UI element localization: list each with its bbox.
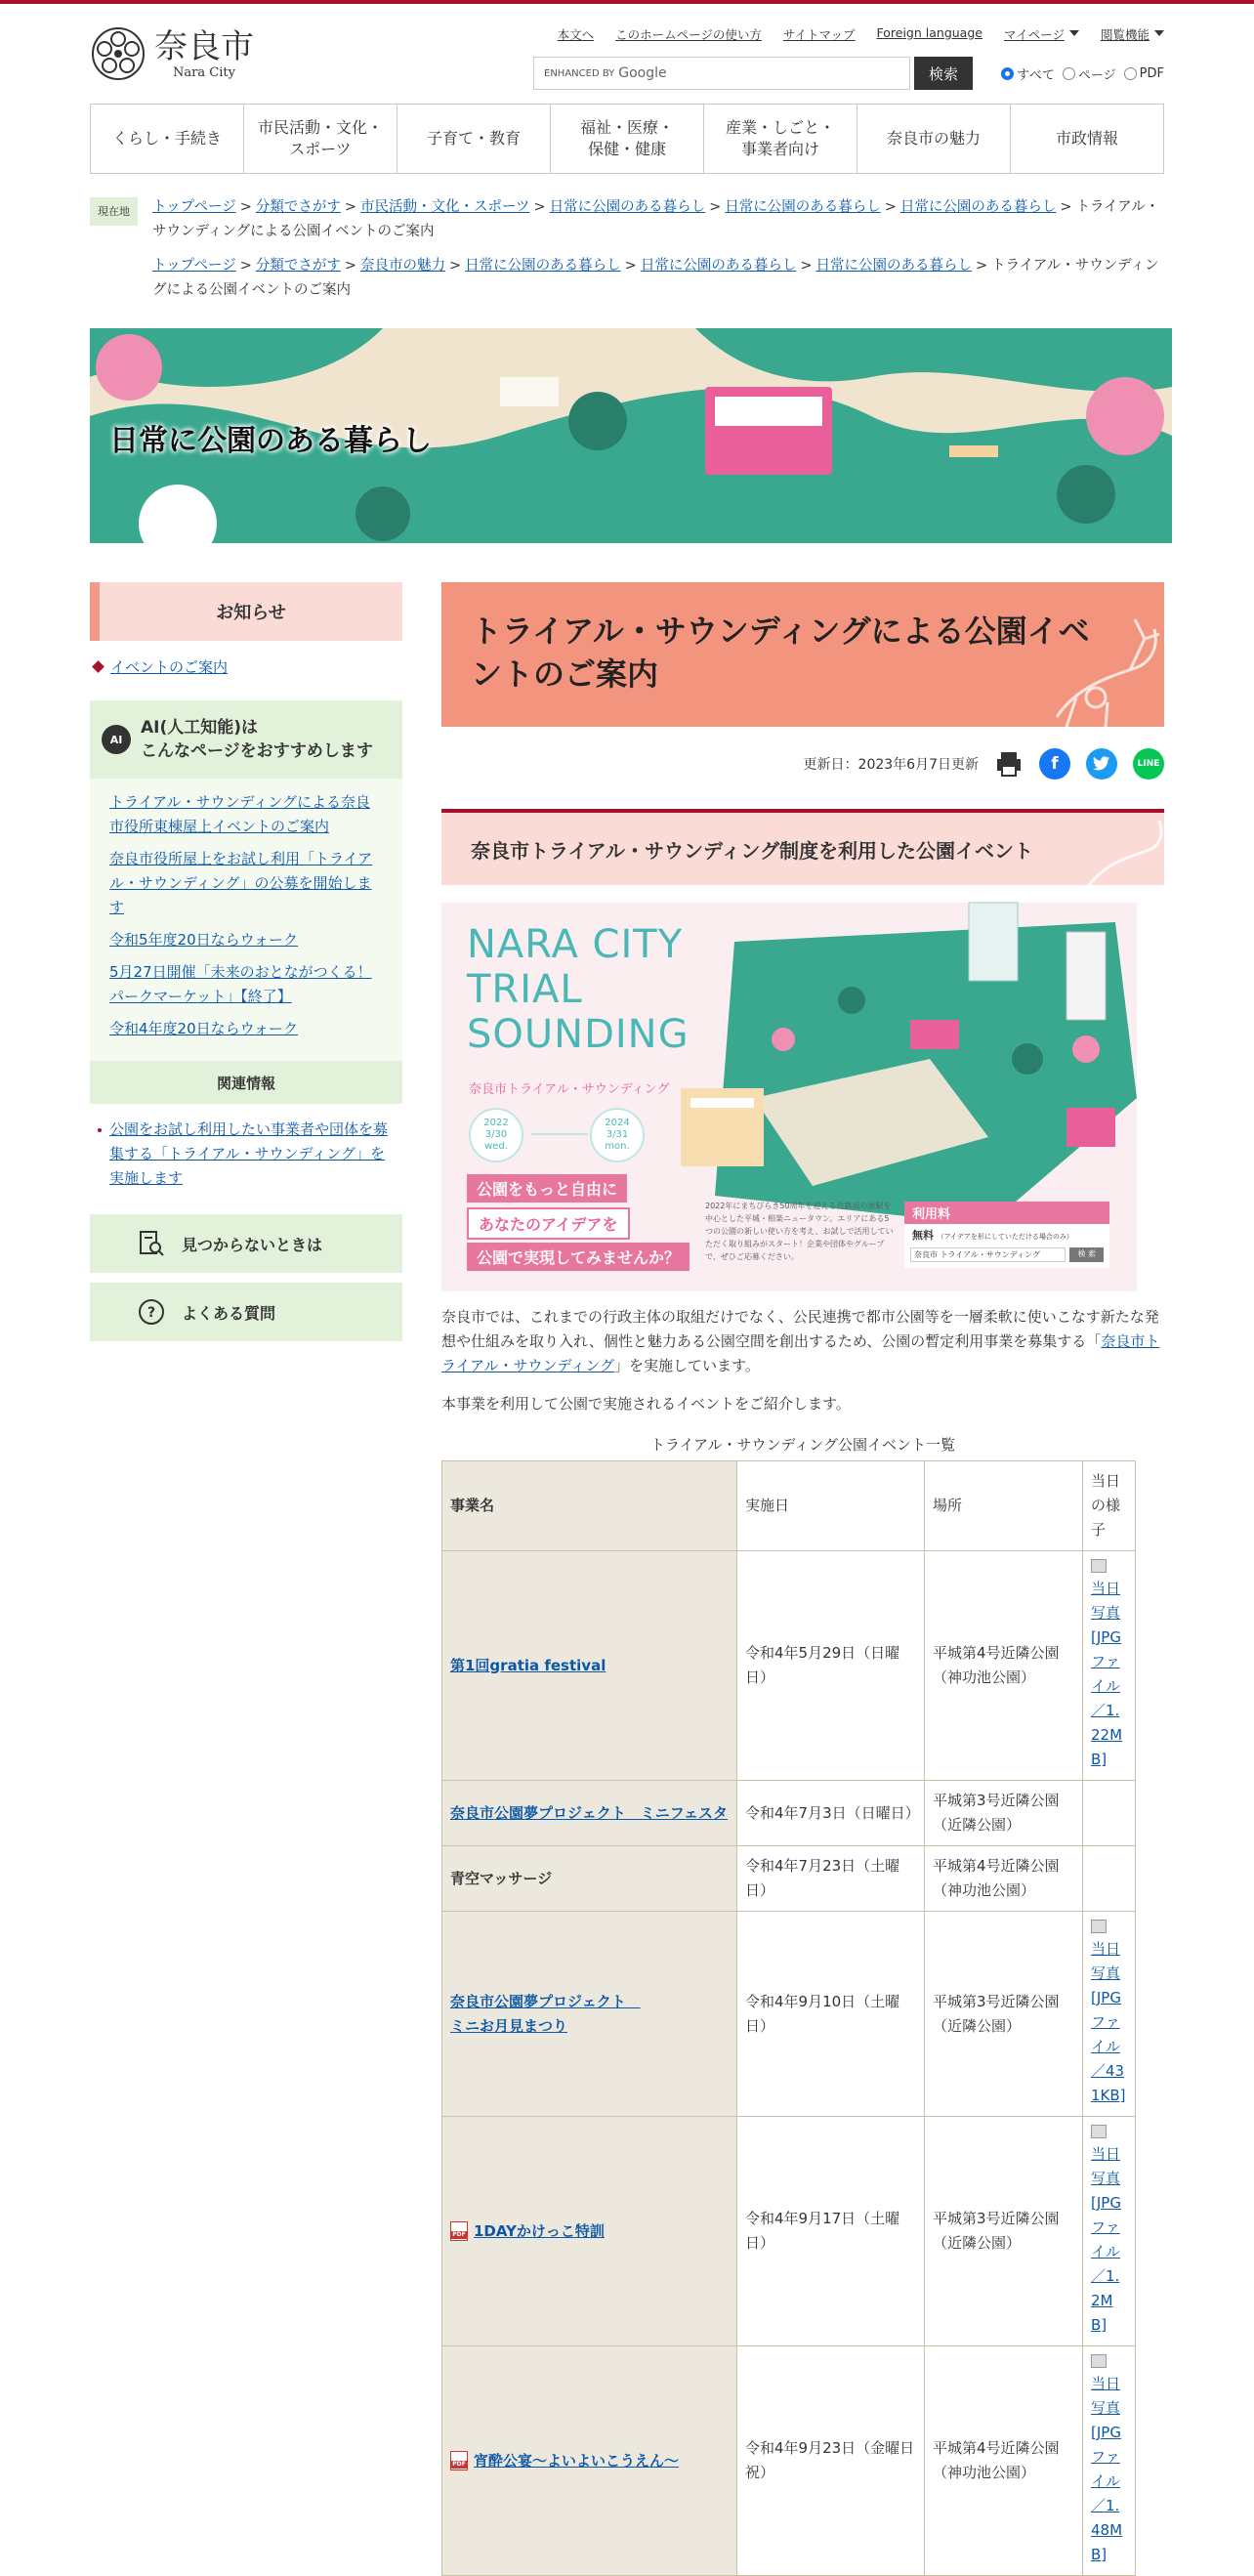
event-name-cell (442, 2346, 737, 2576)
banner-title-line: TRIAL (467, 967, 583, 1012)
scope-pdf-label: PDF (1139, 66, 1164, 81)
banner-end-date: 2024 3/31 mon. (590, 1108, 645, 1162)
table-header-row (442, 1461, 1136, 1551)
sidebar-event-item (90, 656, 402, 677)
image-icon (1091, 1920, 1107, 1933)
banner-fee-box (904, 1202, 1109, 1268)
table-row (442, 1781, 1136, 1846)
hero-banner (90, 328, 1172, 543)
page-title-block (441, 582, 1164, 727)
date-month: 3 (606, 1129, 613, 1140)
event-link[interactable]: 第1回gratia festival (450, 1656, 606, 1674)
breadcrumb-link[interactable]: 日常に公園のある暮らし (899, 199, 1057, 215)
date-year: 2024 (605, 1118, 630, 1128)
event-link[interactable]: 奈良市公園夢プロジェクト ミニフェスタ (450, 1803, 728, 1822)
diamond-bullet-icon (92, 660, 104, 673)
gnav-item-government[interactable]: 市政情報 (1010, 105, 1163, 173)
site-header (0, 4, 1254, 102)
breadcrumb (90, 195, 1164, 303)
not-found-button[interactable] (90, 1214, 402, 1273)
skip-to-content-link[interactable]: 本文へ (557, 27, 595, 42)
event-date: 令和4年9月10日（土曜日） (737, 1912, 925, 2117)
date-weekday: wed. (484, 1141, 508, 1152)
photo-cell (1083, 2117, 1136, 2346)
banner-title-line: SOUNDING (467, 1012, 690, 1057)
banner-search-text: 奈良市 トライアル・サウンディング (910, 1247, 1066, 1262)
scope-page-radio[interactable] (1063, 64, 1116, 83)
site-search (533, 57, 973, 90)
banner-subtitle: 奈良市トライアル・サウンディング (469, 1082, 670, 1097)
ai-recommend-link[interactable]: 5月27日開催「未来のおとながつくる！パークマーケット」【終了】 (109, 963, 372, 1005)
facebook-share-icon[interactable]: f (1039, 748, 1070, 780)
search-branding-prefix: ENHANCED BY (544, 67, 615, 79)
section-heading-text: 奈良市トライアル・サウンディング制度を利用した公園イベント (471, 838, 1033, 863)
photo-link[interactable]: 当日写真[JPGファイル／1.48MB] (1091, 2375, 1123, 2563)
ai-recommend-heading (90, 700, 402, 779)
fee-note: （アイデアを形にしていただける場合のみ） (937, 1233, 1073, 1241)
breadcrumb-link[interactable]: 日常に公園のある暮らし (640, 258, 797, 274)
photo-cell (1083, 1912, 1136, 2117)
radio-indicator (1063, 67, 1075, 80)
event-name-cell (442, 1551, 737, 1781)
breadcrumb-link[interactable]: 分類でさがす (255, 199, 341, 215)
ai-recommend-link[interactable]: 令和5年度20日ならウォーク (109, 931, 299, 949)
trial-sounding-link[interactable]: 奈良市トライアル・サウンディング (441, 1332, 1160, 1374)
table-row (442, 2346, 1136, 2576)
ai-recommend-list (90, 779, 402, 1061)
page-title: トライアル・サウンディングによる公園イベントのご案内 (471, 612, 1090, 693)
date-month: 3 (484, 1129, 492, 1140)
event-place: 平城第3号近隣公園（近隣公園） (925, 1781, 1083, 1846)
main-content (441, 582, 1164, 2576)
banner-start-date: 2022 3/30 wed. (469, 1108, 523, 1162)
breadcrumb-link[interactable]: 日常に公園のある暮らし (465, 258, 621, 274)
event-date: 令和4年7月3日（日曜日） (737, 1781, 925, 1846)
banner-search-button: 検 索 (1069, 1247, 1104, 1262)
sidebar-notice-heading: お知らせ (90, 582, 402, 641)
breadcrumb-current-tag: 現在地 (90, 197, 138, 226)
events-table (441, 1460, 1136, 2576)
twitter-share-icon[interactable] (1086, 748, 1117, 780)
date-year: 2022 (483, 1118, 509, 1128)
event-pdf-link[interactable]: 宵酔公宴～よいよいこうえん～ (474, 2451, 680, 2470)
breadcrumb-link[interactable]: トップページ (152, 199, 236, 215)
date-weekday: mon. (605, 1141, 630, 1152)
scope-all-radio[interactable] (1001, 64, 1055, 83)
event-name-cell (442, 1912, 737, 2117)
foreign-language-link[interactable]: Foreign language (876, 25, 982, 40)
table-row (442, 1551, 1136, 1781)
breadcrumb-link[interactable]: 日常に公園のある暮らし (549, 199, 706, 215)
radio-selected-indicator (1001, 67, 1014, 80)
search-document-icon (137, 1229, 166, 1258)
banner-title (467, 922, 690, 1057)
event-info-link[interactable]: イベントのご案内 (110, 658, 229, 676)
date-range-arrow (531, 1133, 588, 1135)
banner-pill: あなたのアイデアを (467, 1207, 630, 1240)
intro-text: 奈良市では、これまでの行政主体の取組だけでなく、公民連携で都市公園等を一層柔軟に使いこなす新たな発想や仕組みを取り入れ、個性と魅力ある公園空間を創出するため、公園の暫定利用事業を募集する「 (441, 1308, 1159, 1350)
not-found-label: 見つからないときは (182, 1235, 323, 1254)
event-place: 平城第4号近隣公園（神功池公園） (925, 1551, 1083, 1781)
banner-pill: 公園で実現してみませんか？ (467, 1243, 690, 1271)
breadcrumb-link[interactable]: 分類でさがす (255, 258, 341, 274)
related-info-link[interactable]: 公園をお試し利用したい事業者や団体を募集する「トライアル・サウンディング」を実施します (109, 1120, 389, 1187)
gnav-item-attractions[interactable]: 奈良市の魅力 (857, 105, 1010, 173)
search-input[interactable] (533, 57, 910, 90)
date-day: 30 (494, 1129, 508, 1140)
scope-page-label: ページ (1077, 68, 1116, 83)
breadcrumb-trail-2: トップページ > 分類でさがす > 奈良市の魅力 > 日常に公園のある暮らし > 日常に公園のある暮らし > 日常に公園のある暮らし > トライアル・サウンディングによる公園イベントのご案内 (152, 258, 1159, 298)
ai-recommend-link[interactable]: トライアル・サウンディングによる奈良市役所東棟屋上イベントのご案内 (109, 793, 371, 835)
event-place: 平城第4号近隣公園（神功池公園） (925, 2346, 1083, 2576)
related-info-heading: 関連情報 (90, 1061, 402, 1104)
pdf-icon (450, 2221, 468, 2241)
line-share-icon[interactable]: LINE (1133, 748, 1164, 780)
deer-decoration-icon (1076, 813, 1164, 889)
scope-pdf-radio[interactable] (1124, 66, 1164, 81)
section-heading (441, 809, 1164, 885)
site-logo[interactable] (90, 25, 254, 82)
gnav-item-childcare[interactable]: 子育て・教育 (397, 105, 550, 173)
trial-sounding-banner[interactable] (441, 903, 1137, 1291)
question-circle-icon (137, 1297, 166, 1327)
page-meta (441, 748, 1164, 780)
sitemap-link[interactable]: サイトマップ (782, 27, 856, 42)
event-name-cell: 青空マッサージ (442, 1846, 737, 1912)
col-header-name: 事業名 (442, 1461, 737, 1551)
breadcrumb-link[interactable]: トップページ (152, 258, 236, 274)
breadcrumb-current: トライアル・サウンディングによる公園イベントのご案内 (152, 199, 1160, 239)
intro-paragraph (441, 1305, 1164, 1378)
photo-link[interactable]: 当日写真[JPGファイル／1.2MB] (1091, 2145, 1121, 2334)
ai-recommend-link[interactable]: 令和4年度20日ならウォーク (109, 1020, 299, 1037)
event-date: 令和4年7月23日（土曜日） (737, 1846, 925, 1912)
event-name-cell (442, 2117, 737, 2346)
ai-recommend-title: AI(人工知能)は こんなページをおすすめします (141, 718, 373, 761)
ai-speech-icon: AI (102, 725, 131, 754)
banner-title-line: NARA CITY (467, 922, 684, 967)
radio-indicator (1124, 67, 1137, 80)
banner-pill: 公園をもっと自由に (467, 1174, 627, 1203)
table-caption: トライアル・サウンディング公園イベント一覧 (649, 1436, 955, 1454)
breadcrumb-link[interactable]: 日常に公園のある暮らし (815, 258, 972, 274)
table-row (442, 2117, 1136, 2346)
gnav-item-welfare[interactable]: 福祉・医療・ 保健・健康 (550, 105, 703, 173)
city-emblem-icon (90, 25, 146, 82)
photo-link[interactable]: 当日写真[JPGファイル／1.22MB] (1091, 1580, 1123, 1768)
site-name: 奈良市 (154, 26, 254, 66)
event-date: 令和4年9月17日（土曜日） (737, 2117, 925, 2346)
event-place: 平城第4号近隣公園（神功池公園） (925, 1846, 1083, 1912)
event-place: 平城第3号近隣公園（近隣公園） (925, 2117, 1083, 2346)
col-header-date: 実施日 (737, 1461, 925, 1551)
fee-value: 無料 (912, 1229, 934, 1242)
event-pdf-link[interactable]: 1DAYかけっこ特訓 (474, 2221, 605, 2240)
breadcrumb-current: トライアル・サウンディングによる公園イベントのご案内 (152, 258, 1159, 298)
gnav-item-business[interactable]: 産業・しごと・ 事業者向け (703, 105, 857, 173)
bird-glyph-icon (1093, 756, 1110, 772)
svg-text:?: ? (146, 1305, 156, 1321)
search-branding-google: Google (618, 65, 667, 81)
pdf-icon (450, 2451, 468, 2470)
event-name-cell (442, 1781, 737, 1846)
photo-cell (1083, 1846, 1136, 1912)
global-nav (90, 104, 1164, 174)
event-date: 令和4年9月23日（金曜日祝） (737, 2346, 925, 2576)
banner-description: 2022年にまちびらき50周年を迎える近鉄高の原駅を中心とした平城・相楽ニュータウン。エリアにある5つの公園の新しい使い方を考え、お試しで活用していただく取り組みがスタート！企業や団体やグループで、ぜひご応募ください。 (705, 1202, 894, 1261)
event-place: 平城第3号近隣公園（近隣公園） (925, 1912, 1083, 2117)
event-link[interactable]: 奈良市公園夢プロジェクト ミニお月見まつり (450, 1992, 626, 2035)
site-name-en: Nara City (173, 64, 235, 80)
image-icon (1091, 2354, 1107, 2368)
date-day: 31 (615, 1129, 629, 1140)
photo-link[interactable]: 当日写真[JPGファイル／431KB] (1091, 1940, 1126, 2104)
header-links (558, 25, 1164, 43)
breadcrumb-trail-1: トップページ > 分類でさがす > 市民活動・文化・スポーツ > 日常に公園のある暮らし > 日常に公園のある暮らし > 日常に公園のある暮らし > トライアル・サウンディングによる公園イベントのご案内 (152, 199, 1160, 239)
ai-recommend-link[interactable]: 奈良市役所屋上をお試し利用「トライアル・サウンディング」の公募を開始します (109, 850, 373, 916)
search-button[interactable]: 検索 (914, 57, 973, 90)
photo-cell (1083, 1551, 1136, 1781)
photo-cell (1083, 1781, 1136, 1846)
fee-heading: 利用料 (904, 1202, 1109, 1224)
related-info-list (90, 1104, 402, 1204)
sidebar (90, 582, 402, 1341)
search-scope-radios (1001, 64, 1164, 83)
mypage-dropdown[interactable]: マイページ (1004, 25, 1079, 43)
how-to-use-link[interactable]: このホームページの使い方 (615, 27, 762, 42)
col-header-place: 場所 (925, 1461, 1083, 1551)
breadcrumb-link[interactable]: 市民活動・文化・スポーツ (360, 199, 530, 215)
intro-text: 」を実施しています。 (614, 1357, 760, 1374)
faq-label: よくある質問 (182, 1303, 276, 1323)
image-icon (1091, 1559, 1107, 1573)
gnav-item-culture[interactable]: 市民活動・文化・ スポーツ (243, 105, 397, 173)
gnav-item-life[interactable]: くらし・手続き (111, 129, 222, 148)
breadcrumb-link[interactable]: 奈良市の魅力 (360, 258, 446, 274)
table-row (442, 1912, 1136, 2117)
print-icon[interactable] (994, 749, 1024, 779)
updated-date: 更新日：2023年6月7日更新 (803, 757, 979, 773)
image-icon (1091, 2125, 1107, 2138)
events-intro: 本事業を利用して公園で実施されるイベントをご紹介します。 (441, 1395, 851, 1413)
event-date: 令和4年5月29日（日曜日） (737, 1551, 925, 1781)
breadcrumb-link[interactable]: 日常に公園のある暮らし (725, 199, 881, 215)
accessibility-dropdown[interactable]: 閲覧機能 (1101, 25, 1164, 43)
col-header-photo: 当日の様子 (1083, 1461, 1136, 1551)
photo-cell (1083, 2346, 1136, 2576)
faq-button[interactable] (90, 1283, 402, 1341)
hero-title: 日常に公園のある暮らし (109, 424, 432, 458)
scope-all-label: すべて (1017, 68, 1055, 83)
table-row (442, 1846, 1136, 1912)
bullet-icon (98, 1128, 102, 1132)
